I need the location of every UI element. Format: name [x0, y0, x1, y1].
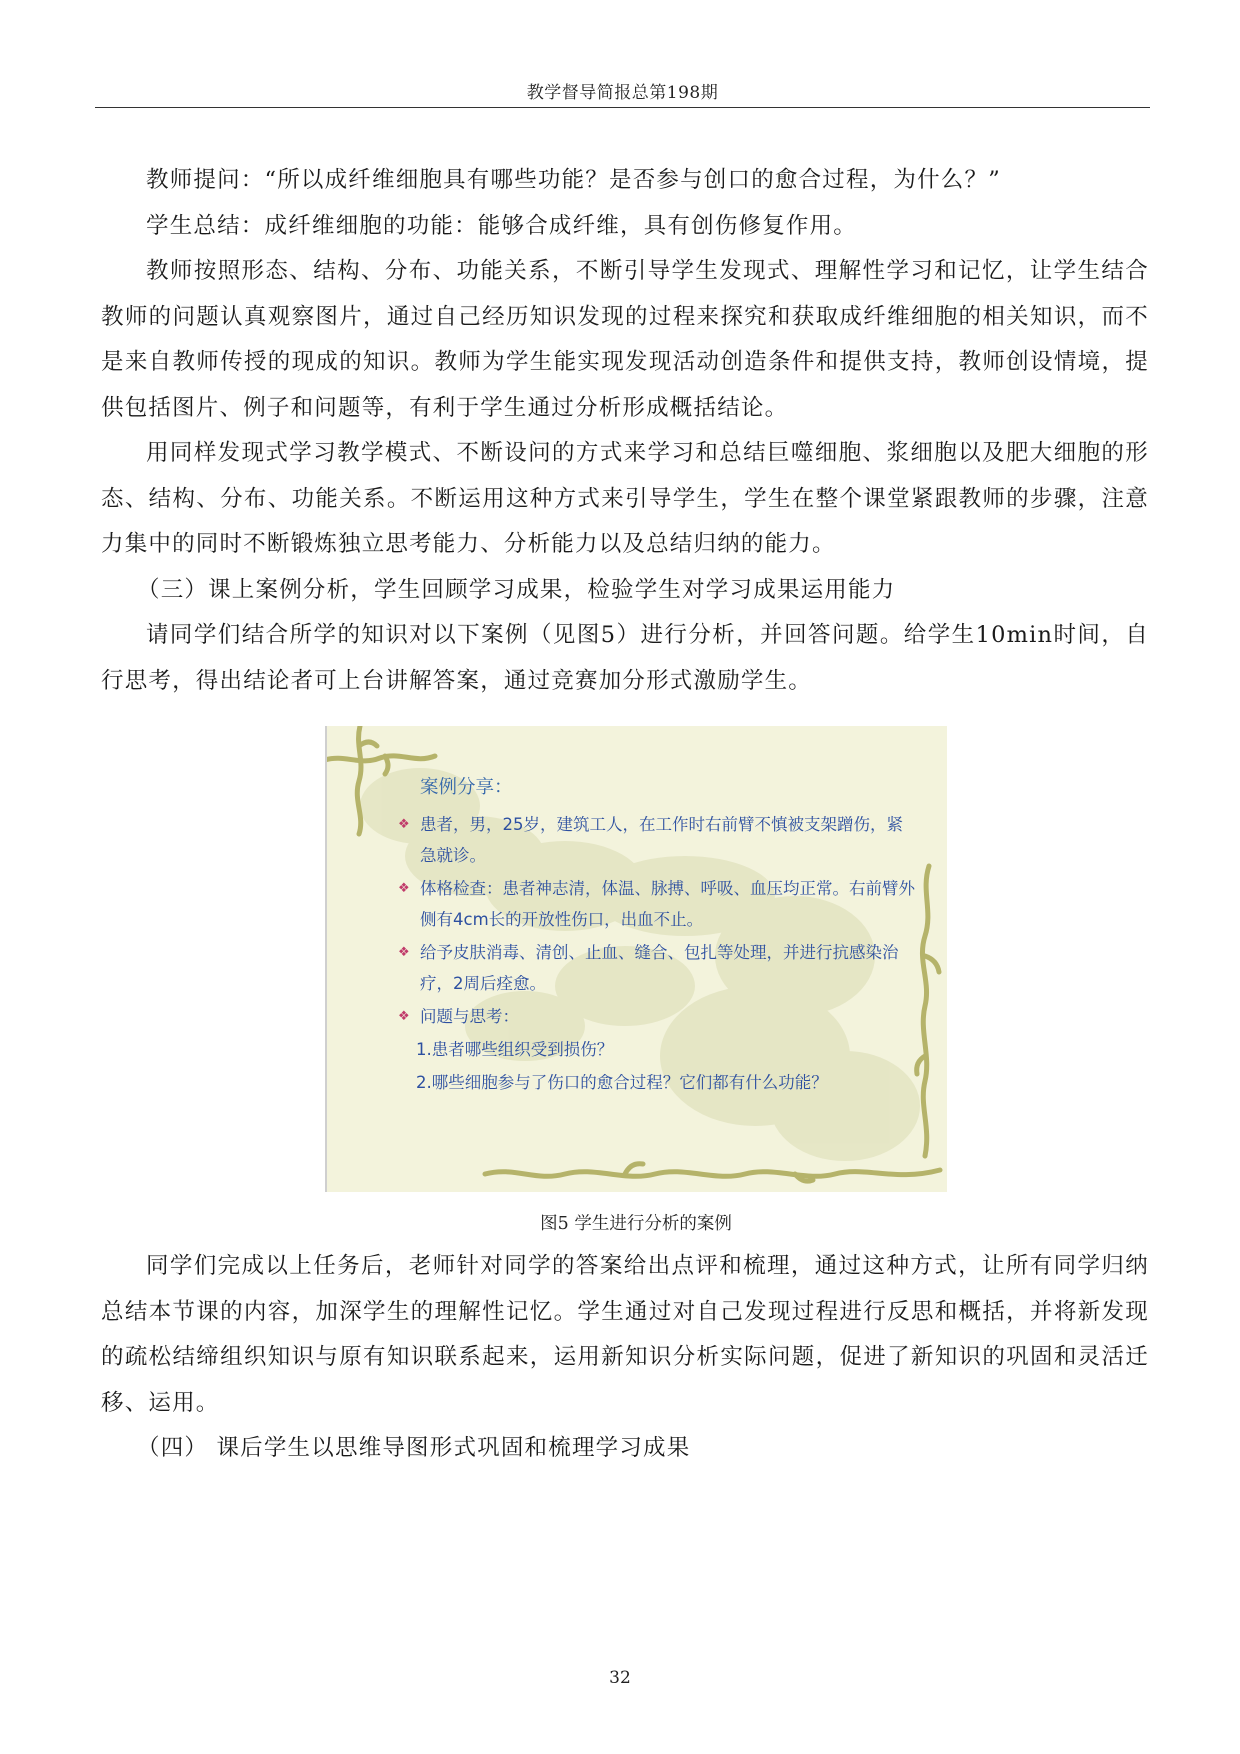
- diamond-bullet-icon: ❖: [398, 945, 410, 960]
- diamond-bullet-icon: ❖: [398, 1009, 410, 1024]
- body-text-top: [101, 158, 1149, 704]
- case-bullet: [398, 809, 918, 871]
- diamond-bullet-icon: ❖: [398, 881, 410, 896]
- section-heading-4: （四） 课后学生以思维导图形式巩固和梳理学习成果: [137, 1435, 691, 1461]
- paragraph: 请同学们结合所学的知识对以下案例（见图5）进行分析，并回答问题。给学生10min时间，自行思考，得出结论者可上台讲解答案，通过竞赛加分形式激励学生。: [101, 622, 1149, 694]
- figure-caption: 图5 学生进行分析的案例: [540, 1214, 732, 1234]
- paragraph: 学生总结：成纤维细胞的功能：能够合成纤维，具有创伤修复作用。: [146, 212, 858, 239]
- bullet-text: 给予皮肤消毒、清创、止血、缝合、包扎等处理，并进行抗感染治疗，2周后痊愈。: [420, 943, 899, 993]
- question-item: 2.哪些细胞参与了伤口的愈合过程？它们都有什么功能？: [416, 1073, 828, 1092]
- question-item: 1.患者哪些组织受到损伤？: [416, 1040, 614, 1059]
- paragraph: 用同样发现式学习教学模式、不断设问的方式来学习和总结巨噬细胞、浆细胞以及肥大细胞的形态、结构、分布、功能关系。不断运用这种方式来引导学生，学生在整个课堂紧跟教师的步骤，注意力集中的同时不断锻炼独立思考能力、分析能力以及总结归纳的能力。: [101, 440, 1149, 557]
- case-bullet-list: [398, 809, 918, 1098]
- paragraph: 教师提问：“所以成纤维细胞具有哪些功能？是否参与创口的愈合过程，为什么？”: [146, 167, 1001, 193]
- page-number: 32: [609, 1668, 631, 1688]
- bullet-text: 患者，男，25岁，建筑工人，在工作时右前臂不慎被支架蹭伤，紧急就诊。: [420, 815, 903, 865]
- case-bullet: [398, 937, 918, 999]
- case-bullet: [398, 873, 918, 935]
- running-header: 教学督导简报总第198期: [526, 83, 719, 103]
- paragraph: 教师按照形态、结构、分布、功能关系，不断引导学生发现式、理解性学习和记忆，让学生结合教师的问题认真观察图片，通过自己经历知识发现的过程来探究和获取成纤维细胞的相关知识，而不是来自教师传授的现成的知识。教师为学生能实现发现活动创造条件和提供支持，教师创设情境，提供包括图片、例子和问题等，有利于学生通过分析形成概括结论。: [101, 258, 1149, 421]
- slide-title: 案例分享：: [420, 777, 513, 798]
- case-slide-figure: [325, 726, 947, 1192]
- bullet-text: 体格检查：患者神志清，体温、脉搏、呼吸、血压均正常。右前臂外侧有4cm长的开放性伤口，出血不止。: [420, 879, 915, 929]
- paragraph: 同学们完成以上任务后，老师针对同学的答案给出点评和梳理，通过这种方式，让所有同学归纳总结本节课的内容，加深学生的理解性记忆。学生通过对自己发现过程进行反思和概括，并将新发现的疏松结缔组织知识与原有知识联系起来，运用新知识分析实际问题，促进了新知识的巩固和灵活迁移、运用。: [101, 1253, 1149, 1416]
- header-rule: [95, 107, 1150, 108]
- case-bullet: [398, 1001, 918, 1032]
- section-heading-3: （三）课上案例分析，学生回顾学习成果，检验学生对学习成果运用能力: [137, 576, 896, 603]
- bullet-text: 问题与思考：: [420, 1007, 519, 1026]
- diamond-bullet-icon: ❖: [398, 817, 410, 832]
- body-text-bottom: [101, 1244, 1149, 1472]
